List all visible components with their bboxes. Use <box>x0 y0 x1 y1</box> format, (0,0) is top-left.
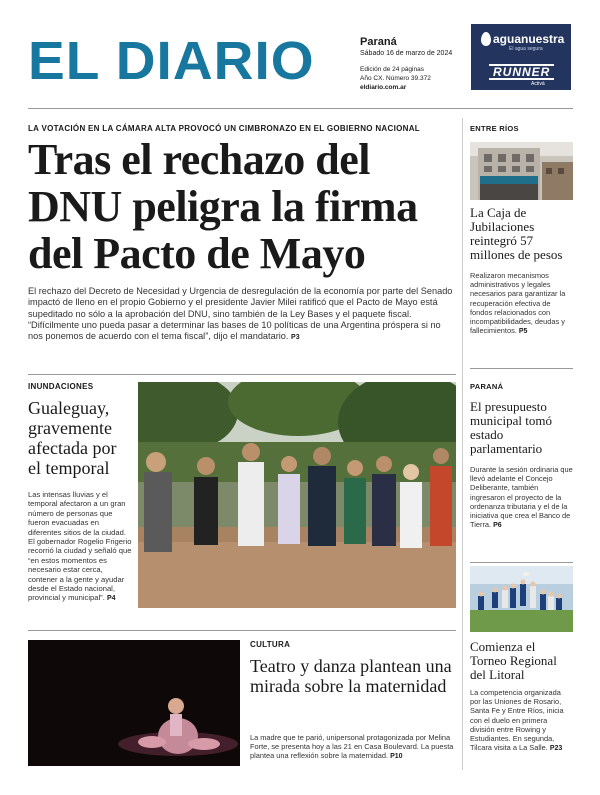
sidebar-story-caja-text <box>470 206 573 336</box>
sidebar-body-text: Realizaron mecanismos administrativos y legales necesarios para garantizar la recuperación efectiva de fondos relacionados con incompatibilidades, deudas y fallecimientos. <box>470 271 566 336</box>
flood-page-ref[interactable]: P4 <box>106 595 116 603</box>
culture-kicker: CULTURA <box>250 640 291 649</box>
rugby-photo <box>470 566 573 632</box>
masthead-divider <box>28 108 573 109</box>
sidebar-body-text: La competencia organizada por las Uniones de Rosario, Santa Fe y Entre Ríos, inicia con el duelo en primera división entre Rowing y Estudiantes. En segunda, Tilcara visita a La Salle. <box>470 688 564 753</box>
sidebar-headline[interactable]: La Caja de Jubilaciones reintegró 57 millones de pesos <box>470 205 563 262</box>
edition-pages: Edición de 24 páginas <box>360 66 424 73</box>
sidebar-kicker: ENTRE RÍOS <box>470 124 519 133</box>
sidebar-headline[interactable]: Comienza el Torneo Regional del Litoral <box>470 639 557 682</box>
sidebar-page-ref[interactable]: P5 <box>518 328 528 336</box>
culture-headline[interactable]: Teatro y danza plantean una mirada sobre la maternidad <box>250 656 452 696</box>
ad-runner-logo: RUNNER <box>489 64 554 80</box>
culture-page-ref[interactable]: P10 <box>390 753 403 761</box>
sidebar-page-ref[interactable]: P23 <box>549 745 563 753</box>
water-drop-icon <box>481 32 491 46</box>
main-headline[interactable]: Tras el rechazo del DNU peligra la firma del Pacto de Mayo <box>28 135 418 278</box>
sidebar-body-text: Durante la sesión ordinaria que llevó adelante el Concejo Deliberante, también ingresaron el proyecto de la ordenanza tributaria y el de la iniciativa que crea el Banco de Tierra. <box>470 465 573 530</box>
sidebar-body <box>470 688 573 753</box>
building-photo <box>470 142 573 200</box>
sidebar-page-ref[interactable]: P6 <box>493 522 502 530</box>
section-divider <box>28 630 456 631</box>
edition-info <box>360 36 470 92</box>
culture-body-text: La madre que te parió, unipersonal protagonizada por Melina Forte, se presenta hoy a las 21 en Casa Boulevard. La puesta plantea una reflexión sobre la maternidad. <box>250 733 454 761</box>
ad-runner-sub: Activá <box>531 81 545 87</box>
flood-kicker: INUNDACIONES <box>28 382 94 391</box>
culture-body <box>250 733 455 762</box>
flood-body-text: Las intensas lluvias y el temporal afectaron a un gran número de personas que fueron evacuadas en diferentes sitios de la ciudad. El gobernador Rogelio Frigerio recorrió la ciudad y señaló que “en estos momentos es necesario estar cerca, contener a la gente y ayudar desde el Estado nacional, provincial y municipal”. <box>28 490 132 603</box>
sidebar-body <box>470 271 573 336</box>
sidebar-story-torneo <box>470 640 573 753</box>
flood-photo <box>138 382 456 608</box>
sidebar-divider <box>470 368 573 369</box>
edition-site[interactable]: eldiario.com.ar <box>360 84 407 91</box>
sidebar-headline[interactable]: El presupuesto municipal tomó estado parlamentario <box>470 399 552 456</box>
main-page-ref[interactable]: P3 <box>291 334 300 342</box>
edition-date: Sábado 16 de marzo de 2024 <box>360 50 453 57</box>
sidebar-kicker: PARANÁ <box>470 382 504 391</box>
sidebar-body <box>470 465 573 530</box>
theater-photo <box>28 640 240 766</box>
edition-city: Paraná <box>360 36 397 48</box>
sidebar-divider <box>470 562 573 563</box>
ad-brand: aguanuestra <box>493 32 565 46</box>
edition-issue: Año CX. Número 39.372 <box>360 75 431 82</box>
sidebar-story-caja[interactable] <box>470 124 573 133</box>
main-kicker: LA VOTACIÓN EN LA CÁMARA ALTA PROVOCÓ UN CIMBRONAZO EN EL GOBIERNO NACIONAL <box>28 124 420 133</box>
section-divider <box>28 374 456 375</box>
main-body <box>28 286 456 343</box>
column-divider <box>462 118 463 770</box>
masthead <box>28 22 573 100</box>
flood-headline[interactable]: Gualeguay, gravemente afectada por el temporal <box>28 398 117 478</box>
sidebar-story-presupuesto[interactable] <box>470 382 573 530</box>
flood-body <box>28 490 133 604</box>
ad-tagline: El agua segura <box>509 46 543 52</box>
main-body-text: El rechazo del Decreto de Necesidad y Urgencia de desregulación de la economía por parte del Senado impactó de lleno en el propio Gobierno y el presidente Javier Milei ratificó que el Pacto de Mayo está supeditado no sólo a la aprobación del DNU, sino también de la Ley Bases y el paquete fiscal. “Difícilmente uno pueda pasar a determinar las bases de 10 políticas de una Argentina próspera si no nos ponemos de acuerdo con el tema fiscal”, dijo el mandatario. <box>28 286 453 342</box>
advertisement-banner[interactable] <box>471 24 571 90</box>
edition-meta <box>360 65 470 92</box>
newspaper-logo[interactable]: EL DIARIO <box>28 31 315 91</box>
